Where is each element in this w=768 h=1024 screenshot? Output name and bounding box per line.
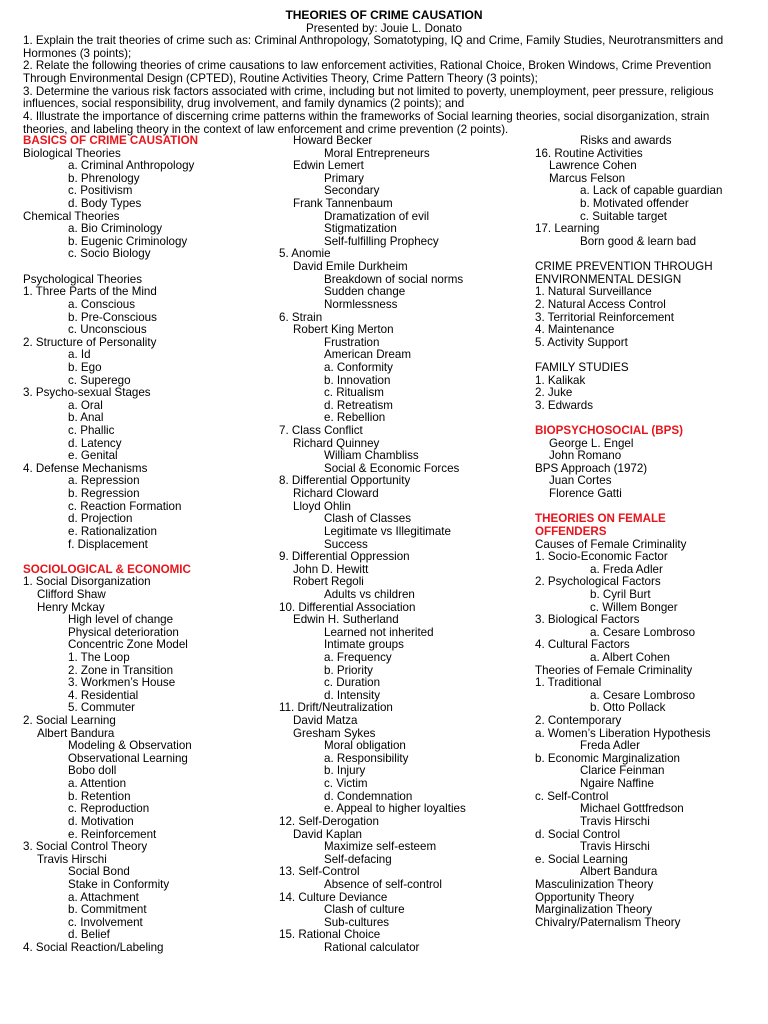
objective-4: 4. Illustrate the importance of discerning crime patterns within the frameworks of Social learning theories, social disorganization, strain theories, and labeling theory in the context of law enforcement and crime prevention (2 points). xyxy=(23,109,710,136)
outline-item: e. Appeal to higher loyalties xyxy=(324,802,466,816)
outline-item: 4. Residential xyxy=(68,688,139,702)
outline-item: 1. Socio-Economic Factor xyxy=(535,550,668,564)
outline-item: 3. Territorial Reinforcement xyxy=(535,310,674,324)
outline-item: Howard Becker xyxy=(293,134,373,147)
outline-item: 3. Psycho-sexual Stages xyxy=(23,386,151,400)
outline-item: d. Belief xyxy=(68,928,110,942)
outline-item: 7. Class Conflict xyxy=(279,424,363,438)
outline-item: Bobo doll xyxy=(68,764,117,778)
outline-item: 1. Natural Surveillance xyxy=(535,285,652,299)
section-heading: OFFENDERS xyxy=(535,524,607,538)
outline-item: c. Superego xyxy=(68,373,131,387)
outline-item: b. Pre-Conscious xyxy=(68,310,157,324)
section-heading: SOCIOLOGICAL & ECONOMIC xyxy=(23,562,191,576)
outline-item: e. Reinforcement xyxy=(68,827,157,841)
outline-item: 5. Activity Support xyxy=(535,335,628,349)
outline-item: a. Women’s Liberation Hypothesis xyxy=(535,726,711,740)
outline-item: Success xyxy=(324,537,368,551)
outline-item: c. Reproduction xyxy=(68,802,150,816)
outline-item: ENVIRONMENTAL DESIGN xyxy=(535,272,682,286)
outline-item: c. Ritualism xyxy=(324,386,384,400)
spacer-line xyxy=(23,551,273,564)
outline-item: 8. Differential Opportunity xyxy=(279,474,411,488)
outline-item: Causes of Female Criminality xyxy=(535,537,687,551)
outline-item: Clifford Shaw xyxy=(37,587,106,601)
outline-item: a. Attention xyxy=(68,777,127,791)
outline-item: CRIME PREVENTION THROUGH xyxy=(535,260,713,274)
column-right xyxy=(535,135,763,929)
outline-item: Adults vs children xyxy=(324,587,415,601)
outline-item: b. Innovation xyxy=(324,373,391,387)
outline-item: Social & Economic Forces xyxy=(324,461,460,475)
outline-item: c. Reaction Formation xyxy=(68,499,182,513)
outline-item: Dramatization of evil xyxy=(324,209,430,223)
outline-item: Opportunity Theory xyxy=(535,890,635,904)
outline-item: b. Cyril Burt xyxy=(590,587,651,601)
outline-item: b. Retention xyxy=(68,789,131,803)
outline-item: Chemical Theories xyxy=(23,209,120,223)
outline-item: d. Retreatism xyxy=(324,398,393,412)
outline-item: e. Genital xyxy=(68,449,118,463)
objective-1: 1. Explain the trait theories of crime such as: Criminal Anthropology, Somatotyping, IQ and Crime, Family Studies, Neurotransmitters and Hormones (3 points); xyxy=(23,34,724,60)
outline-item: Clarice Feinman xyxy=(580,764,665,778)
section-heading: BASICS OF CRIME CAUSATION xyxy=(23,134,198,147)
outline-item: c. Suitable target xyxy=(580,209,668,223)
outline-item: Travis Hirschi xyxy=(37,852,107,866)
outline-item: 2. Zone in Transition xyxy=(68,663,174,677)
outline-item: Frank Tannenbaum xyxy=(293,197,393,211)
outline-item: 1. Social Disorganization xyxy=(23,575,151,589)
outline-item: John D. Hewitt xyxy=(293,562,369,576)
outline-item: Biological Theories xyxy=(23,146,121,160)
outline-item: 12. Self-Derogation xyxy=(279,814,379,828)
outline-item: Secondary xyxy=(324,184,380,198)
outline-item: d. Body Types xyxy=(68,197,142,211)
outline-item: Lloyd Ohlin xyxy=(293,499,352,513)
outline-item: Edwin Lemert xyxy=(293,159,364,173)
outline-item: 2. Contemporary xyxy=(535,714,622,728)
outline-item: Ngaire Naffine xyxy=(580,777,654,791)
outline-item: c. Involvement xyxy=(68,915,143,929)
outline-item: Primary xyxy=(324,171,364,185)
section-heading: BIOPSYCHOSOCIAL (BPS) xyxy=(535,424,683,438)
outline-item: Rational calculator xyxy=(324,941,420,954)
outline-item: David Emile Durkheim xyxy=(293,260,408,274)
document-title: THEORIES OF CRIME CAUSATION xyxy=(285,8,483,22)
outline-item: c. Phallic xyxy=(68,424,115,438)
outline-item: 3. Biological Factors xyxy=(535,613,640,627)
outline-item: 2. Structure of Personality xyxy=(23,335,157,349)
outline-item: a. Lack of capable guardian xyxy=(580,184,723,198)
outline-item: Robert Regoli xyxy=(293,575,364,589)
outline-item: Richard Quinney xyxy=(293,436,380,450)
outline-item: Marcus Felson xyxy=(549,171,626,185)
outline-item: Breakdown of social norms xyxy=(324,272,464,286)
outline-item: Freda Adler xyxy=(580,739,640,753)
outline-item: Frustration xyxy=(324,335,380,349)
outline-item: Theories of Female Criminality xyxy=(535,663,693,677)
outline-item: Marginalization Theory xyxy=(535,903,653,917)
outline-item: Physical deterioration xyxy=(68,625,179,639)
outline-item: 1. Kalikak xyxy=(535,373,586,387)
outline-item: Stigmatization xyxy=(324,222,397,236)
outline-item: 4. Maintenance xyxy=(535,323,615,337)
column-left xyxy=(23,135,273,955)
outline-item: d. Condemnation xyxy=(324,789,413,803)
outline-item: 3. Workmen’s House xyxy=(68,676,176,690)
outline-item: b. Commitment xyxy=(68,903,147,917)
outline-item: Intimate groups xyxy=(324,638,404,652)
outline-item: a. Frequency xyxy=(324,650,392,664)
outline-item: 2. Social Learning xyxy=(23,714,116,728)
outline-item: e. Rationalization xyxy=(68,524,157,538)
outline-item: George L. Engel xyxy=(549,436,634,450)
outline-item: Stake in Conformity xyxy=(68,877,170,891)
outline-item: Psychological Theories xyxy=(23,272,143,286)
outline-item: d. Social Control xyxy=(535,827,621,841)
outline-item: Observational Learning xyxy=(68,751,188,765)
outline-item: d. Intensity xyxy=(324,688,381,702)
outline-item: f. Displacement xyxy=(68,537,148,551)
outline-item: b. Phrenology xyxy=(68,171,140,185)
outline-item: Moral obligation xyxy=(324,739,406,753)
outline-item: John Romano xyxy=(549,449,622,463)
outline-item: a. Id xyxy=(68,348,91,362)
outline-item: a. Criminal Anthropology xyxy=(68,159,195,173)
outline-item: c. Willem Bonger xyxy=(590,600,678,614)
outline-item: d. Motivation xyxy=(68,814,134,828)
outline-item: a. Bio Criminology xyxy=(68,222,163,236)
outline-item: 4. Social Reaction/Labeling xyxy=(23,941,164,954)
outline-item: Gresham Sykes xyxy=(293,726,376,740)
outline-item: 5. Commuter xyxy=(68,701,136,715)
outline-item: e. Social Learning xyxy=(535,852,628,866)
outline-item: a. Responsibility xyxy=(324,751,409,765)
objective-2: 2. Relate the following theories of crime causations to law enforcement activities, Rational Choice, Broken Windows, Crime Prevention Through Environmental Design (CPTED), Routine Activities Theory, Crime Pattern Theory (3 points); xyxy=(23,59,712,85)
outline-item: Michael Gottfredson xyxy=(580,802,684,816)
outline-item: b. Otto Pollack xyxy=(590,701,666,715)
outline-item: 13. Self-Control xyxy=(279,865,360,879)
outline-item: Robert King Merton xyxy=(293,323,394,337)
outline-item: a. Conscious xyxy=(68,297,136,311)
outline-item: c. Unconscious xyxy=(68,323,147,337)
outline-item: Clash of Classes xyxy=(324,512,411,526)
outline-item: American Dream xyxy=(324,348,411,362)
outline-item: David Kaplan xyxy=(293,827,362,841)
outline-item: High level of change xyxy=(68,613,174,627)
outline-item: 2. Juke xyxy=(535,386,573,400)
outline-item: 1. Traditional xyxy=(535,676,602,690)
outline-item: Travis Hirschi xyxy=(580,814,650,828)
outline-item: Sub-cultures xyxy=(324,915,390,929)
outline-item: 6. Strain xyxy=(279,310,323,324)
outline-item: Learned not inherited xyxy=(324,625,434,639)
outline-item: a. Cesare Lombroso xyxy=(590,625,696,639)
column-middle xyxy=(279,135,529,955)
outline-item: Masculinization Theory xyxy=(535,877,654,891)
outline-item: Juan Cortes xyxy=(549,474,612,488)
outline-item: b. Motivated offender xyxy=(580,197,689,211)
outline-item: Albert Bandura xyxy=(580,865,658,879)
outline-item: 15. Rational Choice xyxy=(279,928,381,942)
outline-item: Normlessness xyxy=(324,297,398,311)
outline-item: c. Duration xyxy=(324,676,381,690)
outline-item: Moral Entrepreneurs xyxy=(324,146,430,160)
outline-item: Travis Hirschi xyxy=(580,840,650,854)
outline-item: 2. Natural Access Control xyxy=(535,297,666,311)
outline-item: 1. The Loop xyxy=(68,650,130,664)
outline-item: Clash of culture xyxy=(324,903,405,917)
outline-item: 5. Anomie xyxy=(279,247,331,261)
outline-item: b. Eugenic Criminology xyxy=(68,234,188,248)
outline-item: c. Victim xyxy=(324,777,368,791)
outline-item: d. Latency xyxy=(68,436,122,450)
outline-item: Self-defacing xyxy=(324,852,392,866)
outline-item: 9. Differential Oppression xyxy=(279,550,410,564)
outline-item: c. Socio Biology xyxy=(68,247,151,261)
outline-item: Richard Cloward xyxy=(293,487,379,501)
outline-item: Social Bond xyxy=(68,865,130,879)
outline-item: 1. Three Parts of the Mind xyxy=(23,285,157,299)
outline-item: b. Regression xyxy=(68,487,140,501)
outline-item: Born good & learn bad xyxy=(580,234,697,248)
outline-item: c. Self-Control xyxy=(535,789,609,803)
outline-item: 11. Drift/Neutralization xyxy=(279,701,393,715)
outline-item: Self-fulfilling Prophecy xyxy=(324,234,439,248)
outline-item: 3. Social Control Theory xyxy=(23,840,148,854)
outline-item: b. Anal xyxy=(68,411,104,425)
outline-item: David Matza xyxy=(293,714,358,728)
outline-item: Chivalry/Paternalism Theory xyxy=(535,915,681,929)
outline-item: a. Albert Cohen xyxy=(590,650,670,664)
outline-item: William Chambliss xyxy=(324,449,419,463)
outline-item: 10. Differential Association xyxy=(279,600,416,614)
outline-item: c. Positivism xyxy=(68,184,133,198)
outline-item: Lawrence Cohen xyxy=(549,159,637,173)
outline-item: 16. Routine Activities xyxy=(535,146,643,160)
outline-item: Maximize self-esteem xyxy=(324,840,437,854)
outline-item: a. Oral xyxy=(68,398,103,412)
outline-item: 3. Edwards xyxy=(535,398,593,412)
outline-item: 14. Culture Deviance xyxy=(279,890,388,904)
outline-item: Legitimate vs Illegitimate xyxy=(324,524,451,538)
outline-item: 2. Psychological Factors xyxy=(535,575,661,589)
outline-item: Risks and awards xyxy=(580,134,672,147)
outline-item: d. Projection xyxy=(68,512,133,526)
objectives-block xyxy=(23,35,753,136)
outline-item: a. Cesare Lombroso xyxy=(590,688,696,702)
section-heading: THEORIES ON FEMALE xyxy=(535,512,666,526)
outline-item: Sudden change xyxy=(324,285,406,299)
outline-item: b. Priority xyxy=(324,663,373,677)
outline-item: 4. Defense Mechanisms xyxy=(23,461,148,475)
outline-item: b. Ego xyxy=(68,360,102,374)
outline-item: a. Repression xyxy=(68,474,140,488)
outline-item: e. Rebellion xyxy=(324,411,386,425)
outline-item: Concentric Zone Model xyxy=(68,638,188,652)
outline-item: Edwin H. Sutherland xyxy=(293,613,399,627)
outline-item: b. Economic Marginalization xyxy=(535,751,680,765)
outline-item: Modeling & Observation xyxy=(68,739,192,753)
outline-item: a. Attachment xyxy=(68,890,139,904)
outline-item: BPS Approach (1972) xyxy=(535,461,648,475)
outline-item: 17. Learning xyxy=(535,222,600,236)
outline-item: Absence of self-control xyxy=(324,877,442,891)
presenter-line: Presented by: Jouie L. Donato xyxy=(306,22,462,35)
spacer-line xyxy=(23,261,273,274)
outline-item: b. Injury xyxy=(324,764,366,778)
outline-item: Florence Gatti xyxy=(549,487,622,501)
outline-item: a. Freda Adler xyxy=(590,562,663,576)
outline-item: Henry Mckay xyxy=(37,600,105,614)
outline-item: a. Conformity xyxy=(324,360,393,374)
outline-item: 4. Cultural Factors xyxy=(535,638,630,652)
outline-item: Albert Bandura xyxy=(37,726,115,740)
outline-item: FAMILY STUDIES xyxy=(535,360,629,374)
objective-3: 3. Determine the various risk factors associated with crime, including but not limited to poverty, unemployment, peer pressure, religious influences, social responsibility, drug involvement, and family dynamics (2 points); and xyxy=(23,84,714,111)
